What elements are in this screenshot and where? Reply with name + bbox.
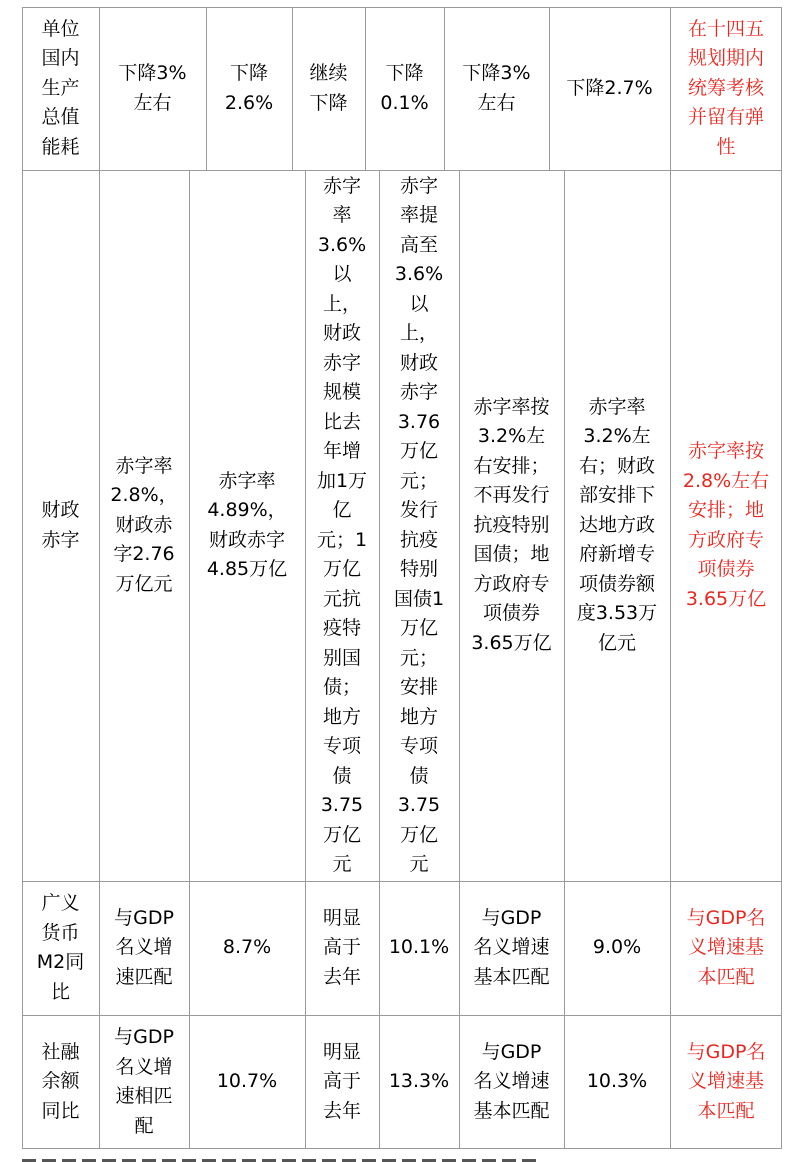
cutoff-caption-line (22, 1156, 542, 1162)
energy-cell-5: 下降3% 左右 (462, 62, 531, 114)
energy-target: 在十四五 规划期内 统筹考核 并留有弹 性 (687, 17, 764, 158)
grid-line (22, 7, 782, 8)
tsf-cell-4: 13.3% (388, 1070, 450, 1093)
grid-line (22, 1148, 782, 1149)
tsf-cell-6: 10.3% (586, 1070, 648, 1093)
grid-line (444, 7, 445, 170)
tsf-cell-1: 与GDP 名义增 速相匹 配 (114, 1026, 174, 1137)
grid-line (459, 170, 460, 1149)
deficit-cell-6: 赤字率 3.2%左 右；财政 部安排下 达地方政 府新增专 项债券额 度3.53万 亿元 (576, 395, 658, 654)
grid-line (22, 7, 23, 1149)
m2-cell-2: 8.7% (222, 936, 272, 959)
deficit-cell-3: 赤字 率 3.6% 以 上， 财政 赤字 规模 比去 年增 加1万 亿 元；1 万亿 元抗 疫特 别国 债； 地方 专项 债 3.75 万亿 元 (316, 174, 368, 875)
energy-cell-4: 下降 0.1% (380, 62, 429, 114)
row-label-tsf: 社融 余额 同比 (41, 1040, 80, 1122)
m2-cell-5: 与GDP 名义增速 基本匹配 (473, 906, 550, 988)
m2-cell-3: 明显 高于 去年 (322, 906, 361, 988)
deficit-cell-5: 赤字率按 3.2%左 右安排； 不再发行 抗疫特别 国债；地 方政府专 项债券 3.65万亿 (471, 395, 552, 654)
policy-target-table (22, 7, 782, 1149)
grid-line (99, 7, 100, 1149)
deficit-cell-4: 赤字 率提 高至 3.6% 以 上， 财政 赤字 3.76 万亿 元； 发行 抗疫 特别 国债1 万亿 元； 安排 地方 专项 债 3.75 万亿 元 (393, 174, 445, 875)
grid-line (564, 170, 565, 1149)
row-label-deficit: 财政 赤字 (41, 499, 80, 551)
grid-line (549, 7, 550, 170)
tsf-target: 与GDP名 义增速基 本匹配 (686, 1040, 766, 1122)
m2-cell-6: 9.0% (592, 936, 642, 959)
energy-cell-2: 下降 2.6% (224, 62, 274, 114)
tsf-cell-5: 与GDP 名义增速 基本匹配 (473, 1040, 550, 1122)
deficit-target: 赤字率按 2.8%左右 安排；地 方政府专 项债券 3.65万亿 (682, 440, 770, 610)
grid-line (781, 7, 782, 1149)
tsf-cell-3: 明显 高于 去年 (322, 1040, 361, 1122)
energy-cell-1: 下降3% 左右 (118, 62, 187, 114)
row-label-m2: 广义 货币 M2同 比 (36, 892, 85, 1003)
grid-line (292, 7, 293, 170)
energy-cell-6: 下降2.7% (566, 76, 653, 99)
tsf-cell-2: 10.7% (216, 1070, 278, 1093)
grid-line (22, 881, 782, 882)
m2-cell-1: 与GDP 名义增 速匹配 (114, 906, 174, 988)
deficit-cell-2: 赤字率 4.89%， 财政赤字 4.85万亿 (206, 469, 288, 580)
grid-line (365, 7, 366, 170)
grid-line (379, 170, 380, 1149)
grid-line (189, 170, 190, 1149)
grid-line (22, 1015, 782, 1016)
grid-line (206, 7, 207, 170)
m2-target: 与GDP名 义增速基 本匹配 (686, 906, 766, 988)
m2-cell-4: 10.1% (388, 936, 450, 959)
row-label-energy: 单位 国内 生产 总值 能耗 (41, 17, 80, 158)
deficit-cell-1: 赤字率 2.8%， 财政赤 字2.76 万亿元 (110, 454, 178, 595)
grid-line (305, 170, 306, 1149)
grid-line (22, 170, 782, 171)
grid-line (670, 7, 671, 1149)
energy-cell-3: 继续 下降 (309, 62, 348, 114)
